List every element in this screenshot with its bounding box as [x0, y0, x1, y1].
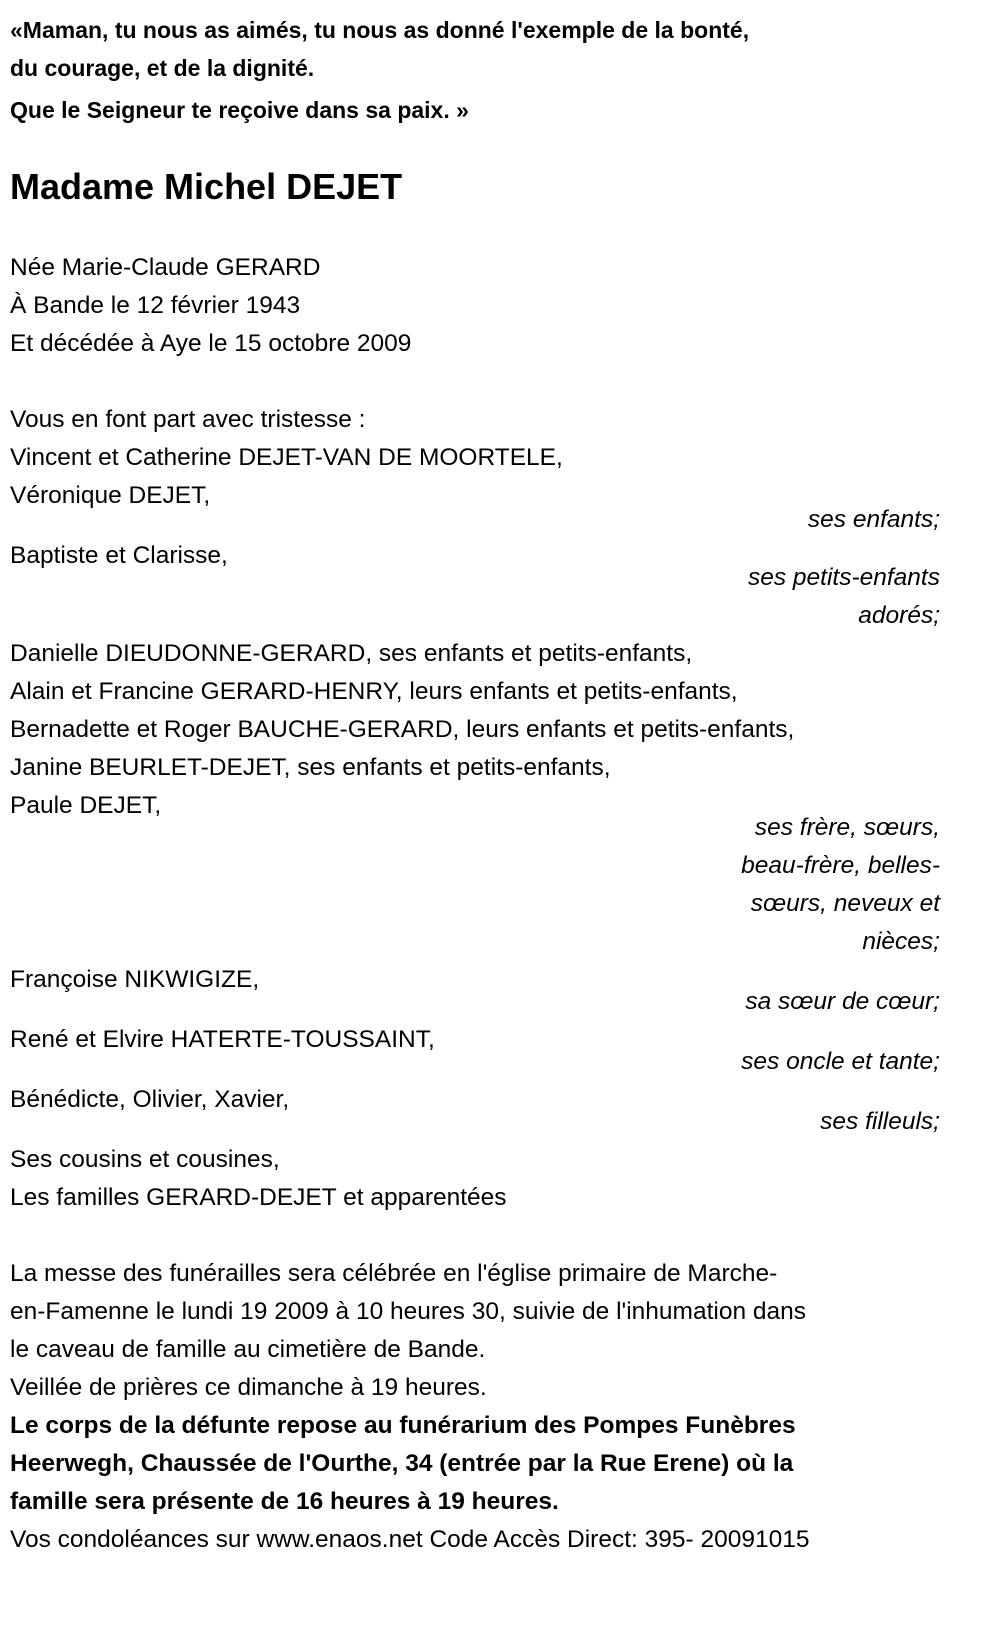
family-name: Alain et Francine GERARD-HENRY, leurs enfants et petits-enfants,	[10, 678, 738, 705]
family-relation: ses enfants;	[807, 506, 940, 533]
family-name: René et Elvire HATERTE-TOUSSAINT,	[10, 1026, 435, 1053]
family-name: Baptiste et Clarisse,	[10, 542, 228, 569]
family-relation: ses petits-enfants	[747, 564, 940, 591]
family-relation: sœurs, neveux et	[750, 890, 940, 917]
intro-text: Vous en font part avec tristesse :	[10, 406, 366, 433]
closing-family-line: Les familles GERARD-DEJET et apparentées	[10, 1184, 507, 1211]
closing-family-line: Ses cousins et cousines,	[10, 1146, 280, 1173]
ceremony-line: en-Famenne le lundi 19 2009 à 10 heures 30, suivie de l'inhumation dans	[10, 1298, 807, 1325]
birth-line: À Bande le 12 février 1943	[10, 292, 301, 319]
visitation-line: Heerwegh, Chaussée de l'Ourthe, 34 (entrée par la Rue Erene) où la	[10, 1450, 794, 1477]
birth-line: Et décédée à Aye le 15 octobre 2009	[10, 330, 412, 357]
quote-line: du courage, et de la dignité.	[10, 55, 315, 81]
birth-line: Née Marie-Claude GERARD	[10, 254, 321, 281]
visitation-line: famille sera présente de 16 heures à 19 heures.	[10, 1488, 559, 1515]
family-relation: beau-frère, belles-	[741, 852, 940, 879]
ceremony-line: le caveau de famille au cimetière de Bande.	[10, 1336, 486, 1363]
family-name: Bénédicte, Olivier, Xavier,	[10, 1086, 290, 1113]
family-name: Vincent et Catherine DEJET-VAN DE MOORTELE,	[10, 444, 563, 471]
family-relation: ses oncle et tante;	[741, 1048, 940, 1075]
family-name: Paule DEJET,	[10, 792, 162, 819]
family-name: Janine BEURLET-DEJET, ses enfants et petits-enfants,	[10, 754, 611, 781]
family-relation: nièces;	[862, 928, 940, 955]
visitation-line: Le corps de la défunte repose au funérarium des Pompes Funèbres	[10, 1412, 796, 1439]
condolences-text: Vos condoléances sur www.enaos.net Code Accès Direct: 395- 20091015	[10, 1526, 810, 1553]
family-relation: sa sœur de cœur;	[745, 988, 940, 1015]
quote-line: «Maman, tu nous as aimés, tu nous as donné l'exemple de la bonté,	[10, 17, 750, 43]
family-relation: adorés;	[858, 602, 940, 629]
page-title: Madame Michel DEJET	[10, 166, 403, 207]
family-name: Françoise NIKWIGIZE,	[10, 966, 260, 993]
family-name: Véronique DEJET,	[10, 482, 211, 509]
family-name: Bernadette et Roger BAUCHE-GERARD, leurs enfants et petits-enfants,	[10, 716, 795, 743]
family-relation: ses filleuls;	[820, 1108, 940, 1135]
family-relation: ses frère, sœurs,	[754, 814, 940, 841]
quote-line: Que le Seigneur te reçoive dans sa paix. »	[10, 97, 469, 123]
ceremony-line: Veillée de prières ce dimanche à 19 heures.	[10, 1374, 487, 1401]
family-name: Danielle DIEUDONNE-GERARD, ses enfants et petits-enfants,	[10, 640, 693, 667]
ceremony-line: La messe des funérailles sera célébrée en l'église primaire de Marche-	[10, 1260, 778, 1287]
